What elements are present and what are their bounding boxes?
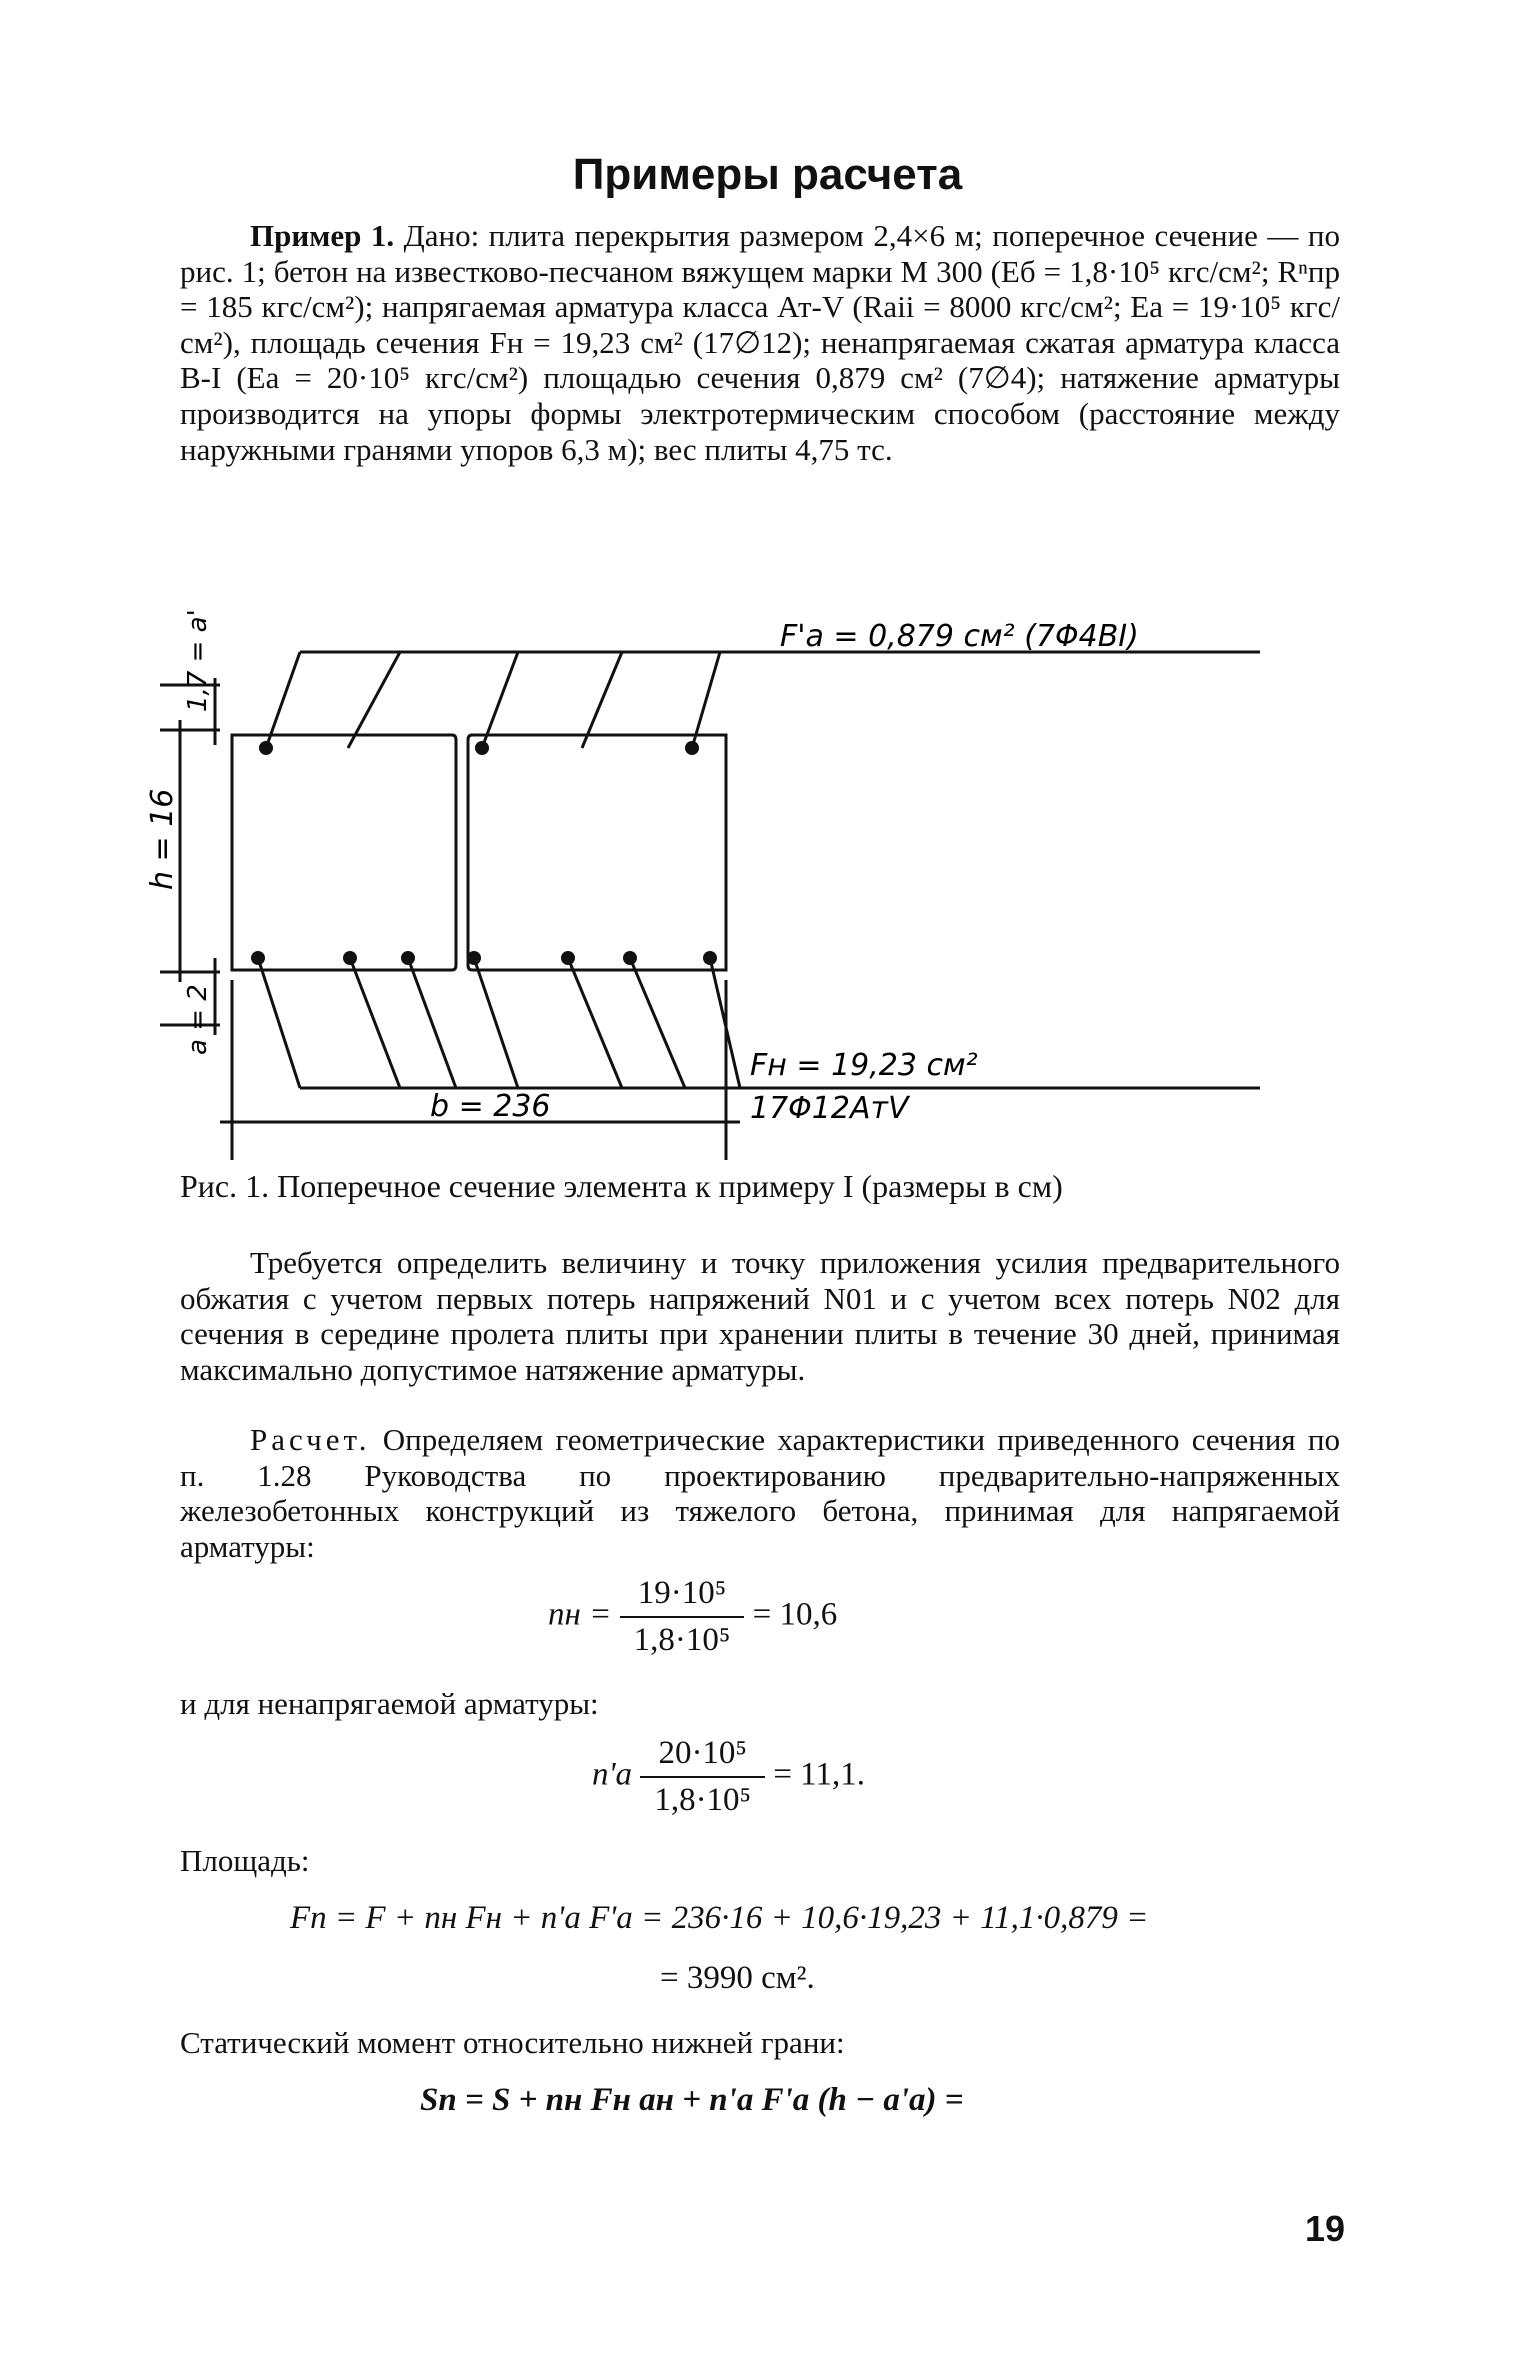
formula-na (592, 1735, 865, 1819)
text-nonprestressed: и для ненапрягаемой арматуры: (180, 1686, 599, 1721)
rebar-bottom (623, 951, 637, 965)
rebar-bottom (561, 951, 575, 965)
example-text: Дано: плита перекрытия размером 2,4×6 м; поперечное сечение — по рис. 1; бетон на известково-песчаном вяжущем марки М 300 (Еб = 1,8·10⁵ кгс/см²; Rⁿпр = 185 кгс/см²); напрягаемая арматура класса Ат-V (Rаii = 8000 кгс/см²; Еа = 19·10⁵ кгс/см²), площадь сечения Fн = 19,23 см² (17∅12); ненапрягаемая сжатая арматура класса В-I (Еа = 20·10⁵ кгс/см²) площадью сечения 0,879 см² (7∅4); натяжение арматуры производится на упоры формы электротермическим способом (расстояние между наружными гранями упоров 6,3 м); вес плиты 4,75 тс. (180, 218, 1340, 467)
formula-na-fraction (640, 1735, 765, 1819)
figure-caption: Рис. 1. Поперечное сечение элемента к примеру I (размеры в см) (180, 1168, 1063, 1204)
formula-nn-rhs: = 10,6 (752, 1596, 838, 1633)
example-lead: Пример 1. (250, 218, 395, 253)
rebar-top (685, 741, 699, 755)
rebar-bottom (401, 951, 415, 965)
page-number: 19 (1304, 2208, 1345, 2249)
rebar-top (475, 741, 489, 755)
formula-nn-lhs: nн = (548, 1596, 612, 1633)
formula-area-line-1: Fп = F + nн Fн + n'а F'а = 236·16 + 10,6·19,23 + 11,1·0,879 = (290, 1900, 1149, 1936)
cross-section-figure (145, 600, 1360, 1140)
dim-height: h = 16 (145, 788, 180, 890)
slab-left (232, 735, 456, 970)
formula-nn-num: 19·10⁵ (620, 1575, 745, 1618)
formula-na-num: 20·10⁵ (640, 1735, 765, 1778)
task-paragraph: Требуется определить величину и точку приложения усилия предварительного обжатия с учетом первых потерь напряжений N01 и с учетом всех потерь N02 для сечения в середине пролета плиты при хранении плиты в течение 30 дней, принимая максимально допустимое натяжение арматуры. (180, 1245, 1340, 1387)
rebar-top (259, 741, 273, 755)
formula-area-line-2: = 3990 см². (660, 1960, 815, 1996)
label-top-rebar: F'a = 0,879 см² (7Φ4BI) (780, 619, 1139, 654)
rebar-bottom (343, 951, 357, 965)
rebar-bottom (467, 951, 481, 965)
example-paragraph (180, 218, 1340, 467)
label-bottom-area: Fн = 19,23 см² (750, 1048, 978, 1083)
slab-right (468, 735, 726, 970)
text-moment: Статический момент относительно нижней грани: (180, 2025, 845, 2060)
label-bottom-rebar: 17Φ12AтV (750, 1091, 909, 1126)
formula-na-den: 1,8·10⁵ (654, 1782, 752, 1818)
rebar-bottom (703, 951, 717, 965)
formula-na-rhs: = 11,1. (773, 1756, 865, 1793)
formula-moment: Sп = S + nн Fн aн + n'а F'а (h − a'а) = (420, 2082, 964, 2118)
calc-text: Определяем геометрические характеристики приведенного сечения по п. 1.28 Руководства по проектированию предварительно-напряженных железобетонных конструкций из тяжелого бетона, принимая для напрягаемой арматуры: (180, 1422, 1340, 1564)
page-title: Примеры расчета (572, 150, 963, 199)
dim-width: b = 236 (430, 1089, 551, 1124)
dim-top: 1,7 = a' (183, 609, 213, 712)
rebar-bottom (251, 951, 265, 965)
calc-paragraph (180, 1422, 1340, 1564)
dim-bottom: a = 2 (183, 984, 213, 1055)
text-area: Площадь: (180, 1843, 310, 1878)
formula-na-lhs: n'а (592, 1756, 633, 1793)
formula-nn (548, 1575, 837, 1659)
formula-nn-den: 1,8·10⁵ (633, 1622, 731, 1658)
calc-lead: Расчет. (250, 1422, 371, 1457)
formula-nn-fraction (620, 1575, 745, 1659)
